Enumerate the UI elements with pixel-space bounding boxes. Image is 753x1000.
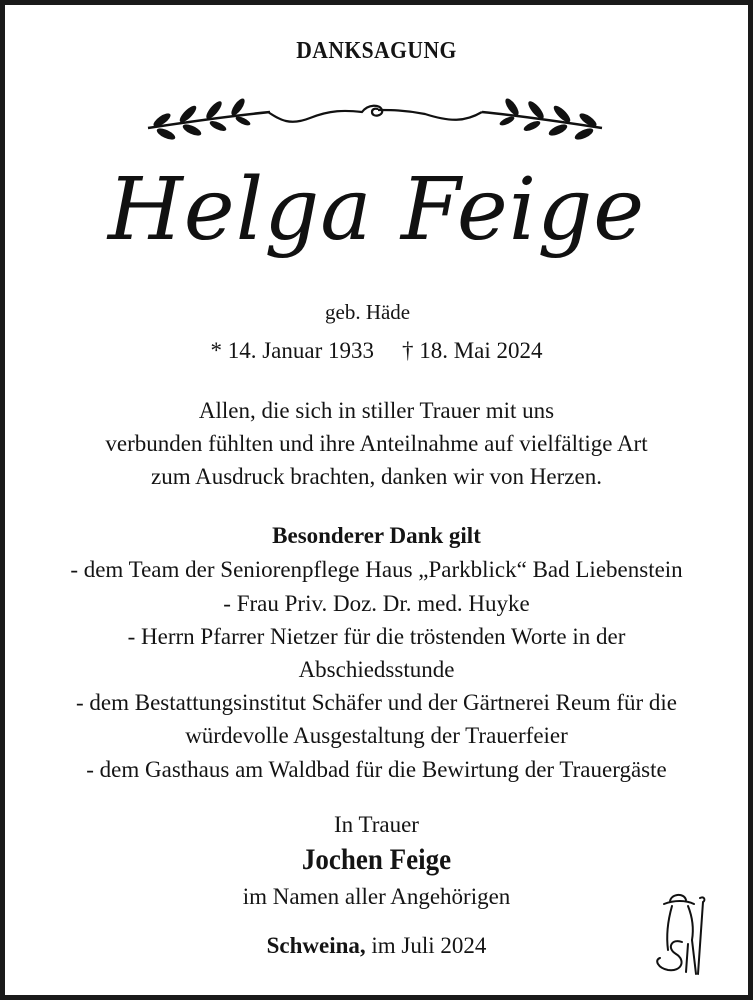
intro-line: zum Ausdruck brachten, danken wir von Herzen. bbox=[151, 464, 602, 489]
funeral-home-logo-icon bbox=[648, 880, 720, 980]
death-date: † 18. Mai 2024 bbox=[401, 338, 543, 363]
thanks-line: - Frau Priv. Doz. Dr. med. Huyke bbox=[223, 591, 530, 616]
date: im Juli 2024 bbox=[365, 933, 487, 958]
special-thanks-heading: Besonderer Dank gilt bbox=[272, 523, 481, 548]
place: Schweina, bbox=[266, 933, 366, 958]
thanks-line: - dem Team der Seniorenpflege Haus „Parkblick“ Bad Liebenstein bbox=[70, 557, 683, 582]
heading: DANKSAGUNG bbox=[296, 38, 457, 64]
mourning-label: In Trauer bbox=[334, 812, 419, 837]
thanks-line: - dem Gasthaus am Waldbad für die Bewirtung der Trauergäste bbox=[86, 757, 667, 782]
maiden-name: geb. Häde bbox=[325, 300, 411, 324]
vine-leaf-divider-icon bbox=[140, 90, 610, 145]
life-dates bbox=[0, 338, 753, 364]
thanks-line: würdevolle Ausgestaltung der Trauerfeier bbox=[185, 723, 568, 748]
intro-line: Allen, die sich in stiller Trauer mit uns bbox=[198, 398, 555, 423]
thanks-line: - dem Bestattungsinstitut Schäfer und der Gärtnerei Reum für die bbox=[75, 690, 678, 715]
birth-date: * 14. Januar 1933 bbox=[210, 338, 374, 363]
place-date-line bbox=[0, 933, 753, 959]
signatory-name: Jochen Feige bbox=[301, 843, 452, 876]
intro-line: verbunden fühlten und ihre Anteilnahme auf vielfältige Art bbox=[105, 431, 648, 456]
thanks-line: Abschiedsstunde bbox=[298, 657, 455, 682]
thanks-line: - Herrn Pfarrer Nietzer für die tröstenden Worte in der bbox=[127, 624, 626, 649]
deceased-name: Helga Feige bbox=[107, 160, 646, 260]
on-behalf-line: im Namen aller Angehörigen bbox=[242, 884, 511, 909]
